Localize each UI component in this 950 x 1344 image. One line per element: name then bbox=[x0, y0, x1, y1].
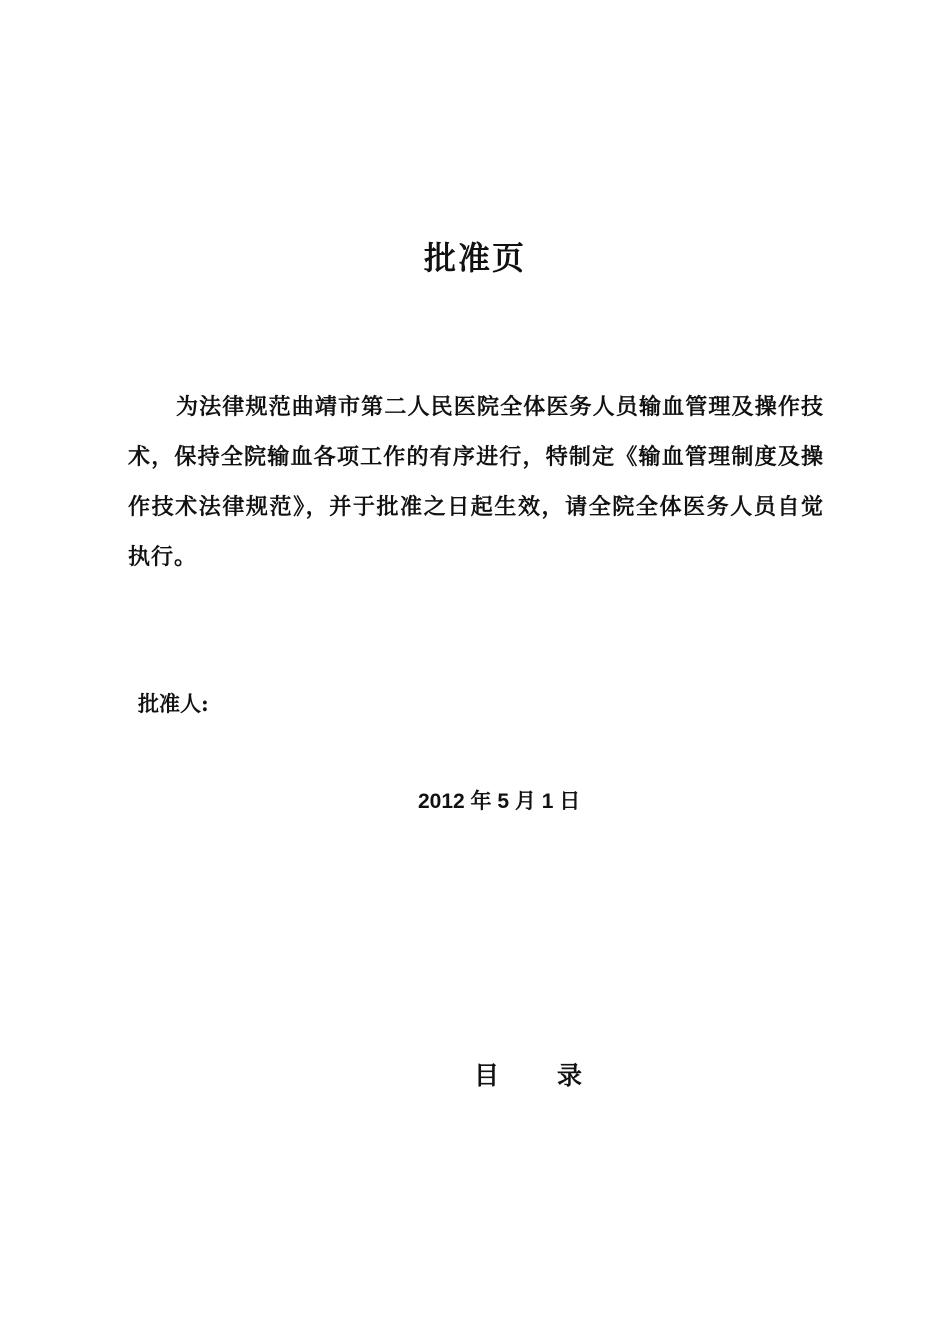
approval-statement: 为法律规范曲靖市第二人民医院全体医务人员输血管理及操作技术，保持全院输血各项工作的有序进行，特制定《输血管理制度及操作技术法律规范》，并于批准之日起生效，请全院全体医务人员自觉执行。 bbox=[128, 394, 824, 570]
approval-date: 2012 年 5 月 1 日 bbox=[418, 790, 581, 813]
approver-label: 批准人: bbox=[138, 691, 209, 716]
toc-heading-char-1: 目 bbox=[474, 1061, 500, 1090]
toc-heading-char-2: 录 bbox=[557, 1061, 583, 1090]
table-of-contents-heading bbox=[474, 1056, 582, 1096]
page-title: 批准页 bbox=[423, 239, 526, 277]
